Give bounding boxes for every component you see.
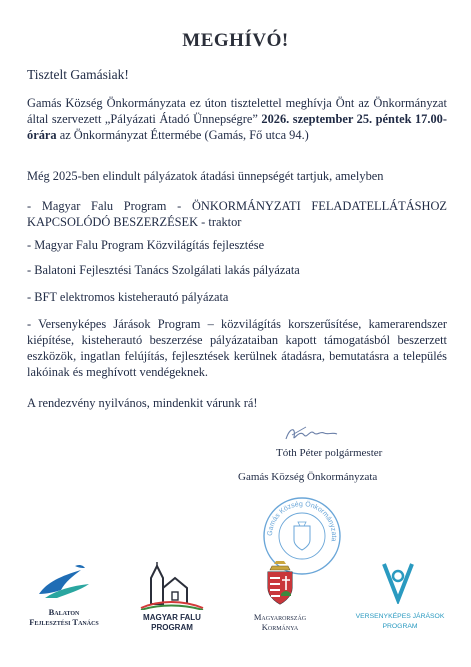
- greeting: Tisztelt Gamásiak!: [27, 67, 129, 82]
- balaton-logo-icon: [35, 560, 93, 602]
- signatory-org: Gamás Község Önkormányzata: [238, 471, 378, 483]
- list-item: - BFT elektromos kisteherautó pályázata: [27, 290, 229, 304]
- list-item: - Balatoni Fejlesztési Tanács Szolgálati lakás pályázata: [27, 263, 300, 277]
- intro-part2: az Önkormányzat Éttermébe (Gamás, Fő utca 94.): [56, 128, 309, 142]
- lead-paragraph: Még 2025-ben elindult pályázatok átadási ünnepségét tartjuk, amelyben: [27, 169, 384, 183]
- vjp-logo-label: [348, 612, 452, 632]
- list-item: - Magyar Falu Program Közvilágítás fejlesztése: [27, 238, 265, 252]
- balaton-label-line1: Balaton: [48, 607, 80, 617]
- signatory-name: Tóth Péter polgármester: [276, 447, 383, 459]
- list-item: - Versenyképes Járások Program – közvilágítás korszerűsítése, kamerarendszer kiépítése, kisteherautó beszerzése pályázataiban kapott támogatásból beszerzett eszközök, ingatlan felújítás, fejlesztések kerülnek átadásra, bemutatásra a település lakóinak és meghívott vendégeknek.: [27, 317, 447, 379]
- balaton-logo-label: [12, 607, 116, 627]
- kormany-logo-label: [236, 612, 324, 632]
- closing-line: A rendezvény nyilvános, mindenkit várunk rá!: [27, 396, 258, 410]
- coat-of-arms-icon: [262, 560, 298, 606]
- magyar-falu-label-line1: MAGYAR FALU: [143, 613, 201, 622]
- magyar-falu-logo-label: [128, 613, 216, 633]
- event-date: 2026. szeptember 25. péntek 17.00-órára: [27, 112, 447, 142]
- list-item: - Magyar Falu Program - ÖNKORMÁNYZATI FELADATELLÁTÁSHOZ KAPCSOLÓDÓ BESZERZÉSEK - traktor: [27, 199, 447, 229]
- intro-paragraph: [27, 95, 447, 143]
- versenykepes-jarasok-logo-icon: [378, 560, 418, 604]
- magyar-falu-label-line2: PROGRAM: [151, 623, 193, 632]
- magyar-falu-logo-icon: [137, 560, 207, 610]
- vjp-label-line1: VERSENYKÉPES JÁRÁSOK: [355, 613, 445, 620]
- stamp-text: Gamás Község Önkormányzata: [266, 500, 338, 542]
- balaton-label-line2: Fejlesztési Tanács: [29, 617, 99, 627]
- intro-part1: Gamás Község Önkormányzata ez úton tisztelettel meghívja Önt az Önkormányzat által szervezett „Pályázati Átadó Ünnepségre”: [27, 96, 447, 126]
- kormany-label-line2: Kormánya: [261, 622, 299, 632]
- kormany-label-line1: Magyarország: [253, 612, 307, 622]
- vjp-label-line2: PROGRAM: [382, 623, 418, 630]
- signature-scribble: [282, 423, 340, 445]
- page-title: MEGHÍVÓ!: [182, 30, 289, 51]
